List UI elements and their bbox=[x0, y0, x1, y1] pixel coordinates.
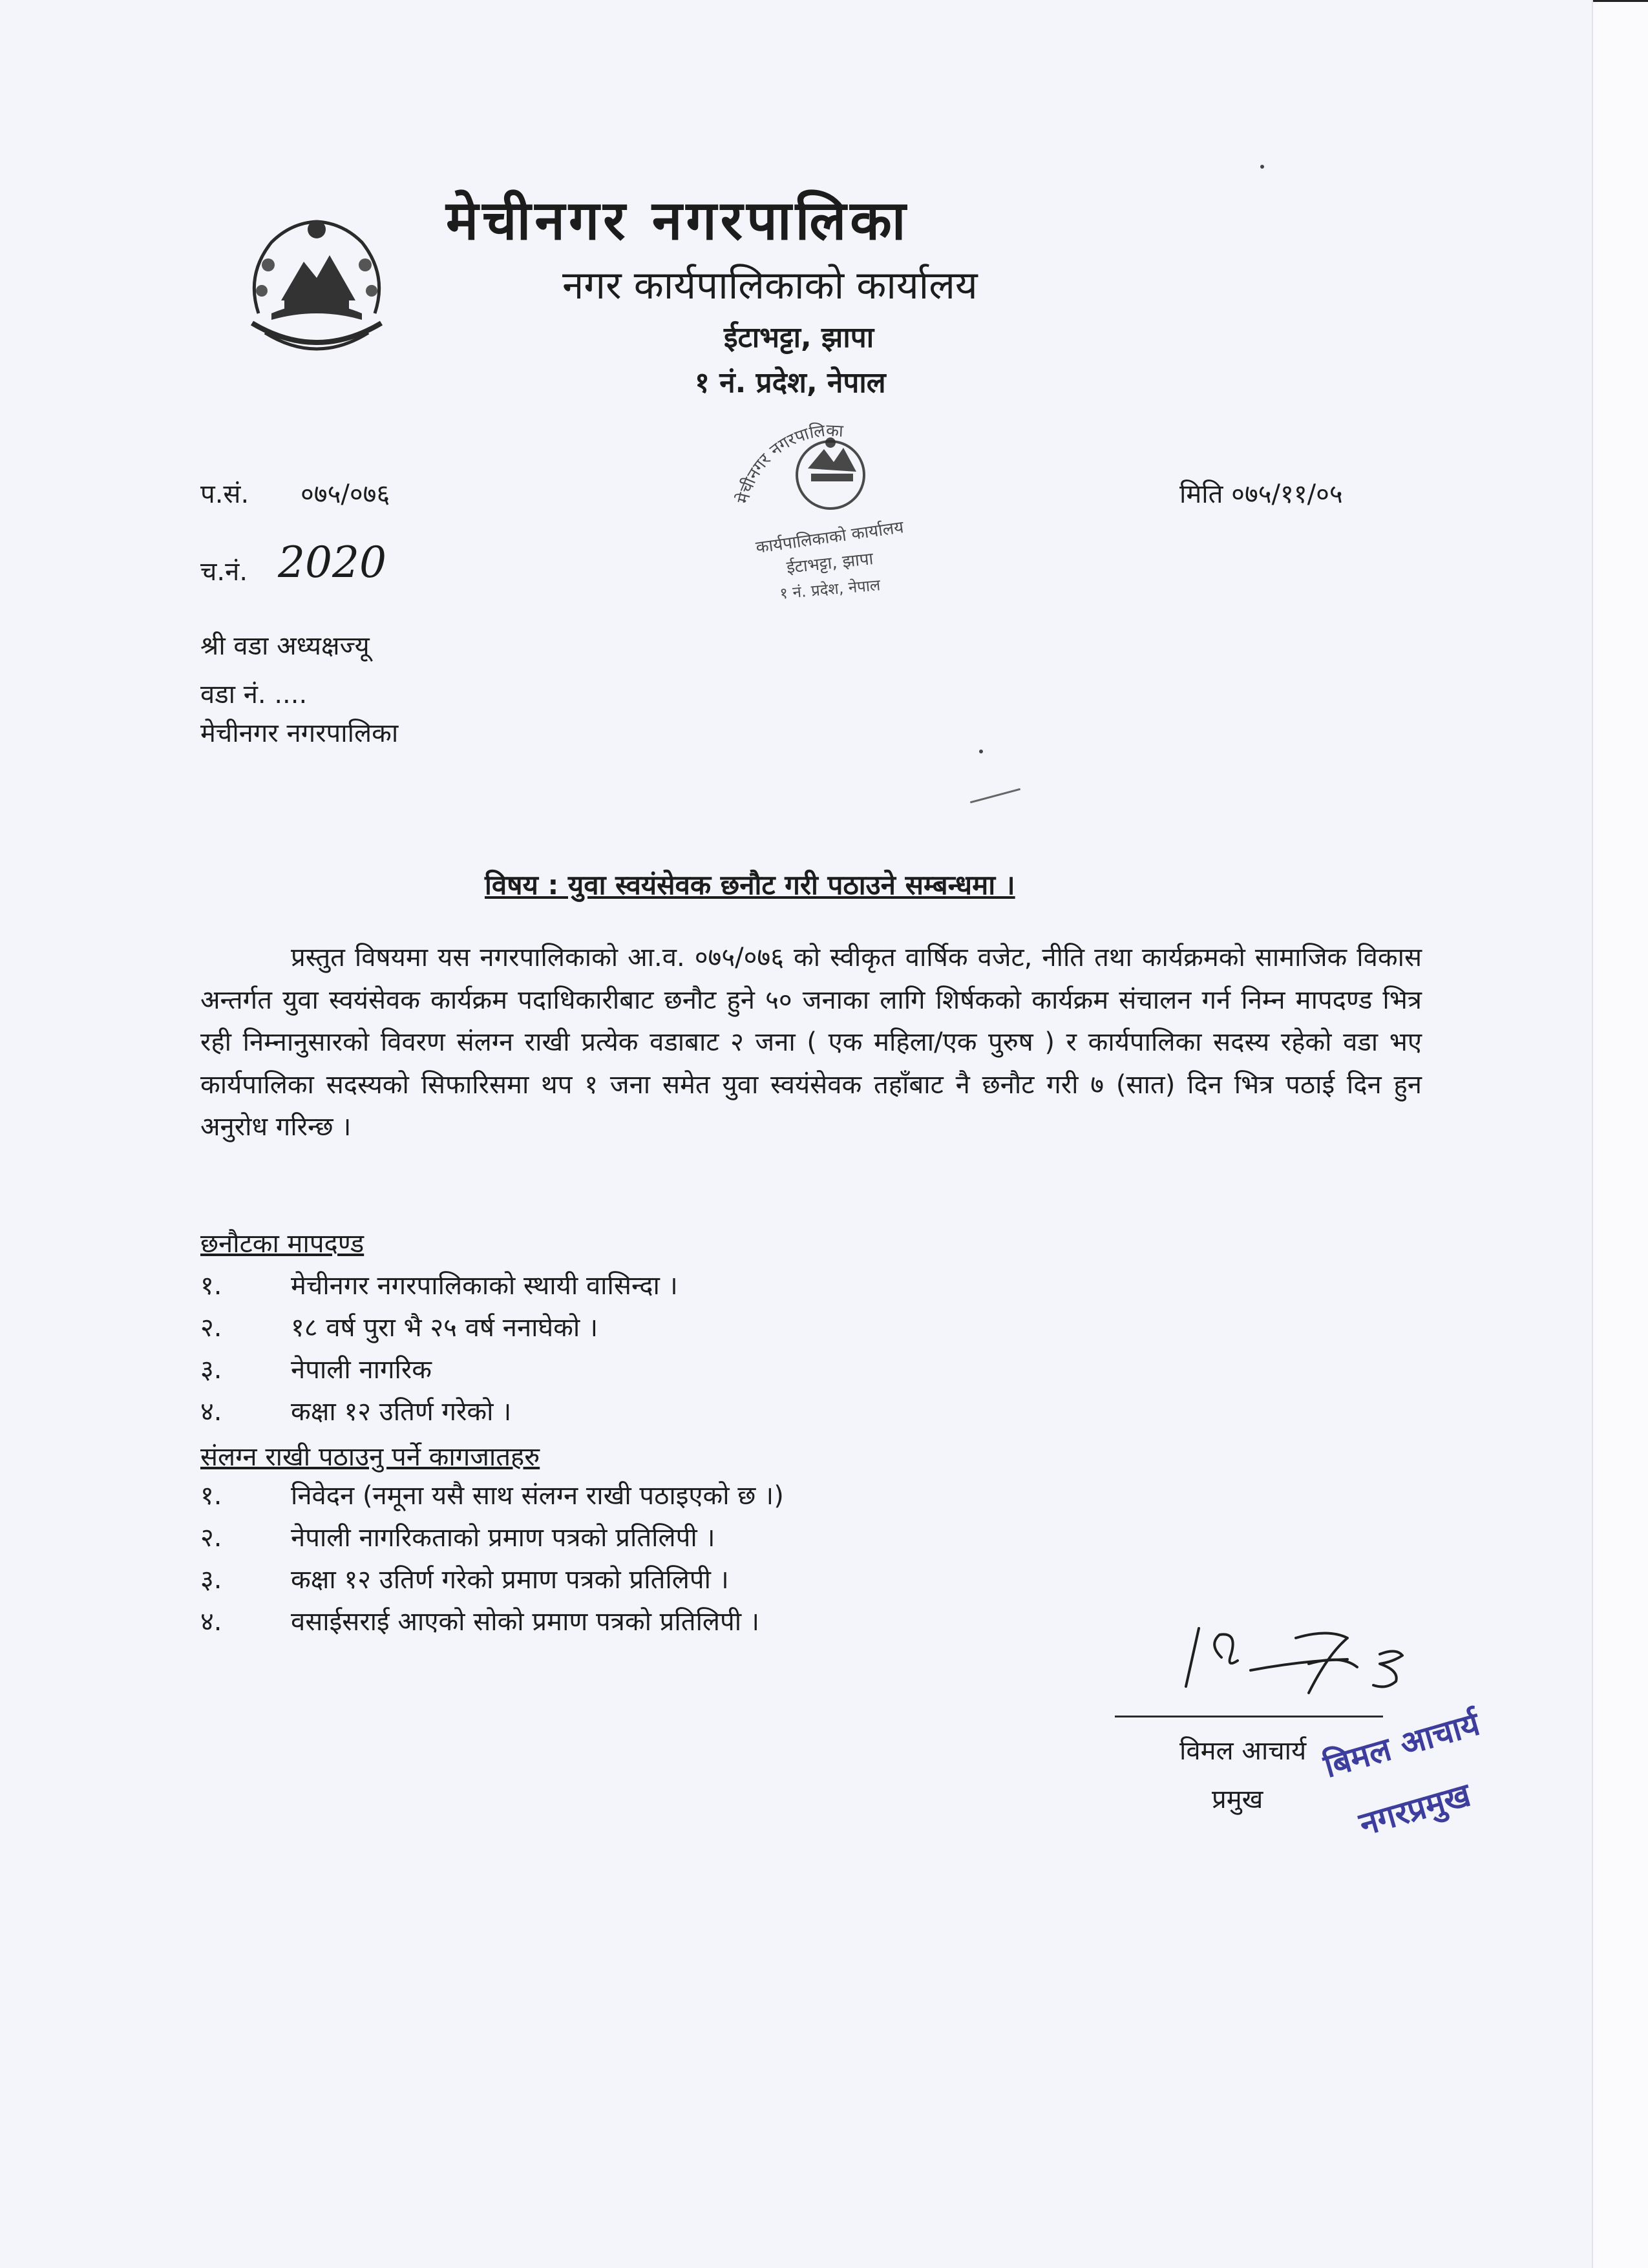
reference-number: ०७५/०७६ bbox=[301, 479, 390, 509]
criteria-item: १८ वर्ष पुरा भै २५ वर्ष ननाघेको । bbox=[291, 1313, 598, 1343]
name-stamp-line2: नगरप्रमुख bbox=[1355, 1776, 1475, 1843]
office-seal-line3: ईटाभट्टा, झापा bbox=[785, 549, 874, 578]
handwritten-signature bbox=[1173, 1609, 1457, 1712]
document-item-number: ३. bbox=[200, 1565, 222, 1595]
addressee-line3: मेचीनगर नगरपालिका bbox=[200, 719, 399, 748]
letterhead-subtitle: नगर कार्यपालिकाको कार्यालय bbox=[562, 263, 978, 308]
letterhead-title: मेचीनगर नगरपालिका bbox=[446, 189, 910, 252]
criteria-item: कक्षा १२ उतिर्ण गरेको । bbox=[291, 1397, 512, 1427]
signature-line bbox=[1115, 1716, 1383, 1717]
addressee-line2: वडा नं. .... bbox=[200, 680, 308, 709]
criteria-item-number: २. bbox=[200, 1313, 222, 1343]
letter-body: प्रस्तुत विषयमा यस नगरपालिकाको आ.व. ०७५/०७६ को स्वीकृत वार्षिक वजेट, नीति तथा कार्यक्रमको सामाजिक विकास अन्तर्गत युवा स्वयंसेवक कार्यक्रम पदाधिकारीबाट छनौट हुने ५० जनाका लागि शिर्षकको कार्यक्रम संचालन गर्न निम्न मापदण्ड भित्र रही निम्नानुसारको विवरण संलग्न राखी प्रत्येक वडाबाट २ जना ( एक महिला/एक पुरुष ) र कार्यपालिका सदस्य रहेको वडा भए कार्यपालिका सदस्यको सिफारिसमा थप १ जना समेत युवा स्वयंसेवक तहाँबाट नै छनौट गरी ७ (सात) दिन भित्र पठाई दिन हुन अनुरोध गरिन्छ । bbox=[200, 943, 1422, 1142]
name-stamp-line1: बिमल आचार्य bbox=[1319, 1705, 1484, 1785]
criteria-item: मेचीनगर नगरपालिकाको स्थायी वासिन्दा । bbox=[291, 1271, 678, 1301]
criteria-item-number: ४. bbox=[200, 1397, 222, 1427]
nepal-emblem-icon bbox=[233, 204, 401, 372]
reference-label: प.सं. bbox=[200, 479, 249, 509]
dispatch-number: 2020 bbox=[278, 538, 386, 587]
scan-speck bbox=[979, 750, 983, 753]
document-item: कक्षा १२ उतिर्ण गरेको प्रमाण पत्रको प्रतिलिपी । bbox=[291, 1565, 729, 1595]
criteria-heading: छनौटका मापदण्ड bbox=[200, 1229, 364, 1259]
office-seal-line4: १ नं. प्रदेश, नेपाल bbox=[779, 576, 882, 603]
letterhead-place: ईटाभट्टा, झापा bbox=[724, 321, 874, 354]
document-item-number: ४. bbox=[200, 1607, 222, 1637]
office-seal-line2: कार्यपालिकाको कार्यालय bbox=[754, 518, 905, 558]
letterhead-region: १ नं. प्रदेश, नेपाल bbox=[695, 366, 886, 399]
document-item: निवेदन (नमूना यसै साथ संलग्न राखी पठाइएको छ ।) bbox=[291, 1481, 784, 1511]
office-seal-icon bbox=[721, 397, 940, 611]
letter-date: मिति ०७५/११/०५ bbox=[1179, 479, 1343, 509]
document-item-number: २. bbox=[200, 1523, 222, 1553]
criteria-item-number: १. bbox=[200, 1271, 222, 1301]
criteria-item-number: ३. bbox=[200, 1355, 222, 1385]
addressee-line1: श्री वडा अध्यक्षज्यू bbox=[200, 631, 370, 661]
document-item: वसाईसराई आएको सोको प्रमाण पत्रको प्रतिलिपी । bbox=[291, 1607, 760, 1637]
documents-heading: संलग्न राखी पठाउनु पर्ने कागजातहरु bbox=[200, 1442, 540, 1472]
letter-subject: विषय : युवा स्वयंसेवक छनौट गरी पठाउने सम्बन्धमा । bbox=[485, 869, 1015, 901]
document-item: नेपाली नागरिकताको प्रमाण पत्रको प्रतिलिपी । bbox=[291, 1523, 715, 1553]
scan-speck bbox=[1260, 165, 1264, 169]
scan-speck bbox=[970, 788, 1020, 804]
signatory-name: विमल आचार्य bbox=[1179, 1736, 1307, 1766]
scan-edge bbox=[1592, 0, 1648, 2268]
dispatch-label: च.नं. bbox=[200, 557, 248, 587]
document-item-number: १. bbox=[200, 1481, 222, 1511]
signatory-designation: प्रमुख bbox=[1212, 1785, 1263, 1814]
office-seal-text: मेचीनगर नगरपालिका bbox=[733, 421, 844, 506]
criteria-item: नेपाली नागरिक bbox=[291, 1355, 432, 1385]
